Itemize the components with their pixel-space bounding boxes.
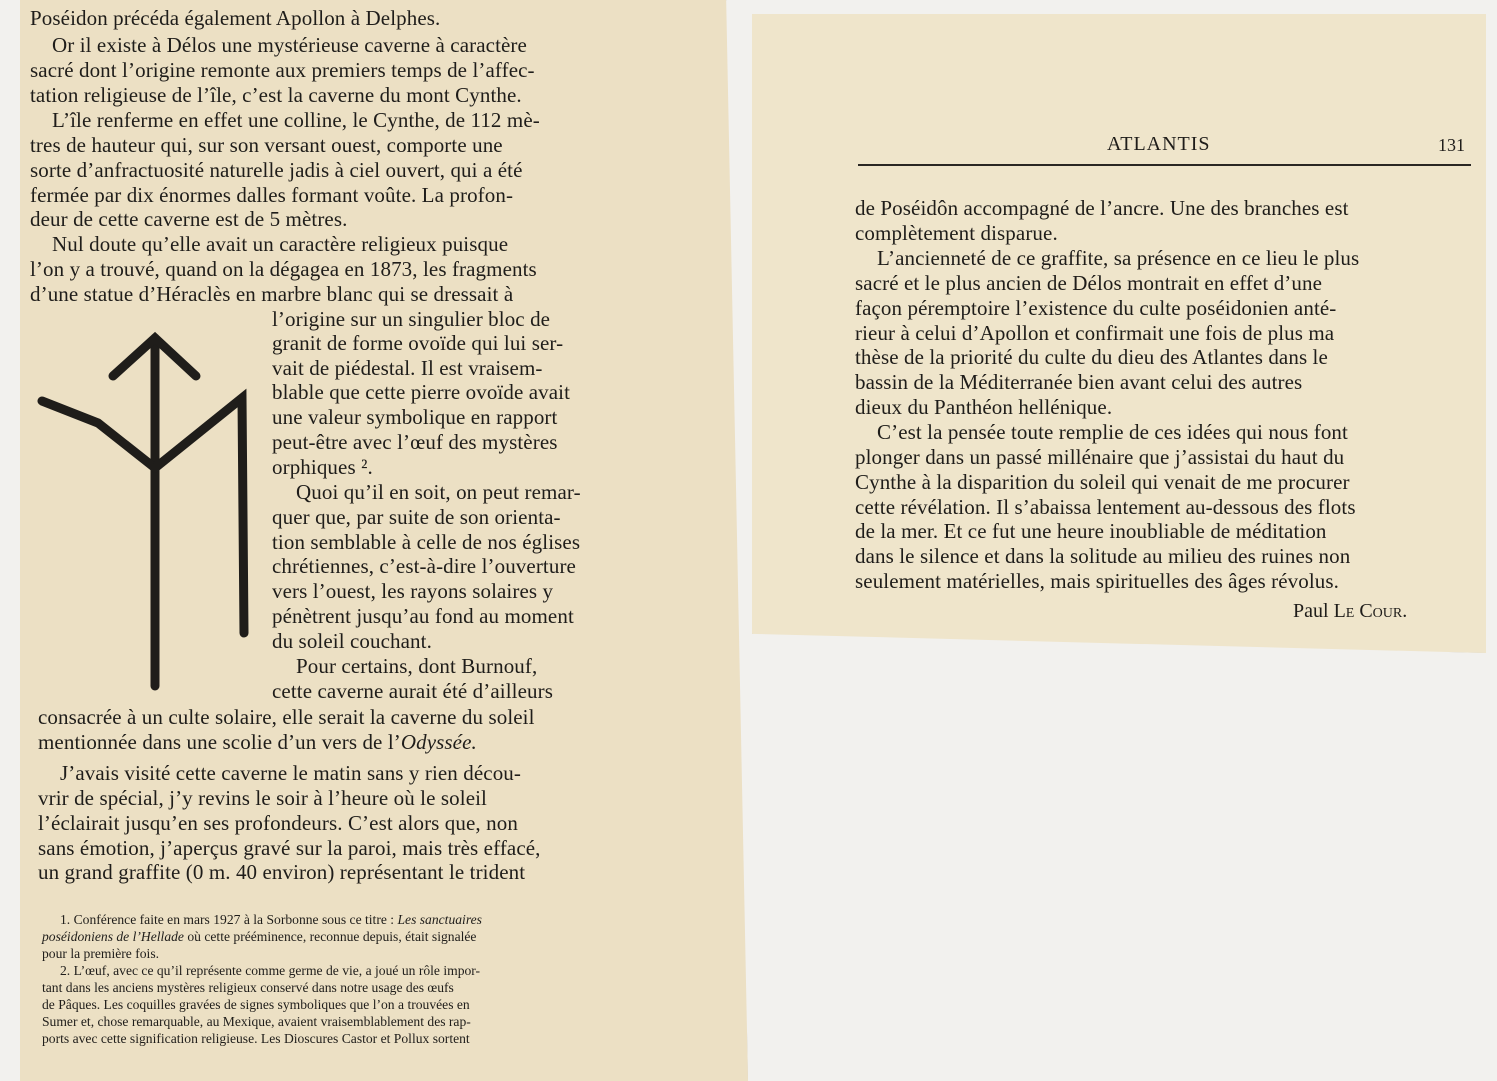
author-first-name: Paul	[1293, 600, 1334, 622]
text-line: thèse de la priorité du culte du dieu des Atlantes dans le	[855, 345, 1328, 369]
text-line-start: mentionnée dans une scolie d’un vers de l’	[38, 730, 401, 754]
text-line: consacrée à un culte solaire, elle serait la caverne du soleil	[38, 705, 535, 729]
text-line: l’on y a trouvé, quand on la dégagea en 1873, les fragments	[30, 257, 537, 281]
text-line: de la mer. Et ce fut une heure inoubliable de méditation	[855, 519, 1327, 543]
footnote-line: de Pâques. Les coquilles gravées de signes symboliques que l’on a trouvées en	[42, 997, 470, 1012]
text-line: cette caverne aurait été d’ailleurs	[272, 679, 553, 703]
odyssee-title: Odyssée.	[400, 730, 477, 754]
footnote-title: poséidoniens de l’Hellade	[42, 929, 184, 944]
text-line: granit de forme ovoïde qui lui ser-	[272, 331, 564, 355]
text-line: tation religieuse de l’île, c’est la caverne du mont Cynthe.	[30, 83, 522, 107]
author-signature	[1293, 600, 1407, 623]
text-line: pénètrent jusqu’au fond au moment	[272, 604, 574, 628]
text-line: façon péremptoire l’existence du culte poséidonien anté-	[855, 296, 1337, 320]
text-line: Quoi qu’il en soit, on peut remar-	[296, 480, 581, 504]
text-line: deur de cette caverne est de 5 mètres.	[30, 207, 348, 231]
text-line	[38, 730, 477, 755]
text-line: dans le silence et dans la solitude au milieu des ruines non	[855, 544, 1351, 568]
text-line: dieux du Panthéon hellénique.	[855, 395, 1113, 419]
text-line: Nul doute qu’elle avait un caractère religieux puisque	[52, 232, 509, 256]
text-line: sacré et le plus ancien de Délos montrait en effet d’une	[855, 271, 1323, 295]
footnote-line: pour la première fois.	[42, 946, 160, 961]
footnote-text: 1. Conférence faite en mars 1927 à la Sorbonne sous ce titre :	[60, 912, 398, 927]
text-line: une valeur symbolique en rapport	[272, 405, 558, 429]
page-number: 131	[1438, 135, 1465, 155]
text-line: tion semblable à celle de nos églises	[272, 530, 581, 554]
footnote-line: Sumer et, chose remarquable, au Mexique, avaient vraisemblablement des rap-	[42, 1014, 471, 1029]
text-line: L’ancienneté de ce graffite, sa présence en ce lieu le plus	[877, 246, 1360, 270]
footnote-title: Les sanctuaires	[397, 912, 482, 927]
text-line: Pour certains, dont Burnouf,	[296, 654, 538, 678]
text-line: peut-être avec l’œuf des mystères	[272, 430, 558, 454]
text-line: sorte d’anfractuosité naturelle jadis à ciel ouvert, qui a été	[30, 158, 523, 182]
text-line: l’éclairait jusqu’en ses profondeurs. C’est alors que, non	[38, 811, 518, 835]
footnote-line: ports avec cette signification religieuse. Les Dioscures Castor et Pollux sortent	[42, 1031, 470, 1046]
running-header-title: ATLANTIS	[1107, 133, 1211, 155]
text-line: sacré dont l’origine remonte aux premiers temps de l’affec-	[30, 58, 535, 82]
text-line: blable que cette pierre ovoïde avait	[272, 380, 571, 404]
trident-anchor-symbol-icon	[34, 328, 256, 693]
text-line: quer que, par suite de son orienta-	[272, 505, 561, 529]
text-line: Poséidon précéda également Apollon à Delphes.	[30, 6, 441, 30]
text-line: C’est la pensée toute remplie de ces idées qui nous font	[877, 420, 1348, 444]
text-line: Or il existe à Délos une mystérieuse caverne à caractère	[52, 33, 527, 57]
text-line: Cynthe à la disparition du soleil qui venait de me procurer	[855, 470, 1350, 494]
text-line: complètement disparue.	[855, 221, 1058, 245]
footnote-text: où cette prééminence, reconnue depuis, était signalée	[183, 929, 477, 944]
text-line: de Poséidôn accompagné de l’ancre. Une des branches est	[855, 196, 1349, 220]
text-line: tres de hauteur qui, sur son versant ouest, comporte une	[30, 133, 503, 157]
text-line: bassin de la Méditerranée bien avant celui des autres	[855, 370, 1303, 394]
header-rule	[858, 164, 1471, 166]
footnote-line: 2. L’œuf, avec ce qu’il représente comme germe de vie, a joué un rôle impor-	[60, 963, 481, 978]
text-line: cette révélation. Il s’abaissa lentement au-dessous des flots	[855, 495, 1356, 519]
text-line: sans émotion, j’aperçus gravé sur la paroi, mais très effacé,	[38, 836, 541, 860]
text-line: l’origine sur un singulier bloc de	[272, 307, 551, 331]
text-line: d’une statue d’Héraclès en marbre blanc qui se dressait à	[30, 282, 514, 306]
text-line: un grand graffite (0 m. 40 environ) représentant le trident	[38, 860, 526, 884]
text-line: J’avais visité cette caverne le matin sans y rien décou-	[60, 761, 521, 785]
text-line: seulement matérielles, mais spirituelles des âges révolus.	[855, 569, 1340, 593]
text-line: fermée par dix énormes dalles formant voûte. La profon-	[30, 183, 514, 207]
text-line: L’île renferme en effet une colline, le Cynthe, de 112 mè-	[52, 108, 540, 132]
text-line: vers l’ouest, les rayons solaires y	[272, 579, 554, 603]
text-line: chrétiennes, c’est-à-dire l’ouverture	[272, 554, 576, 578]
text-line: plonger dans un passé millénaire que j’assistai du haut du	[855, 445, 1345, 469]
author-last-name: Le Cour.	[1333, 600, 1408, 622]
text-line: vait de piédestal. Il est vraisem-	[272, 356, 543, 380]
footnote-line: tant dans les anciens mystères religieux conservé dans notre usage des œufs	[42, 980, 454, 995]
text-line: vrir de spécial, j’y revins le soir à l’heure où le soleil	[38, 786, 487, 810]
text-line: du soleil couchant.	[272, 629, 432, 653]
text-line: rieur à celui d’Apollon et confirmait une fois de plus ma	[855, 321, 1335, 345]
text-line: orphiques ².	[272, 455, 373, 479]
footnote-line	[60, 912, 482, 928]
footnote-line	[42, 929, 476, 945]
